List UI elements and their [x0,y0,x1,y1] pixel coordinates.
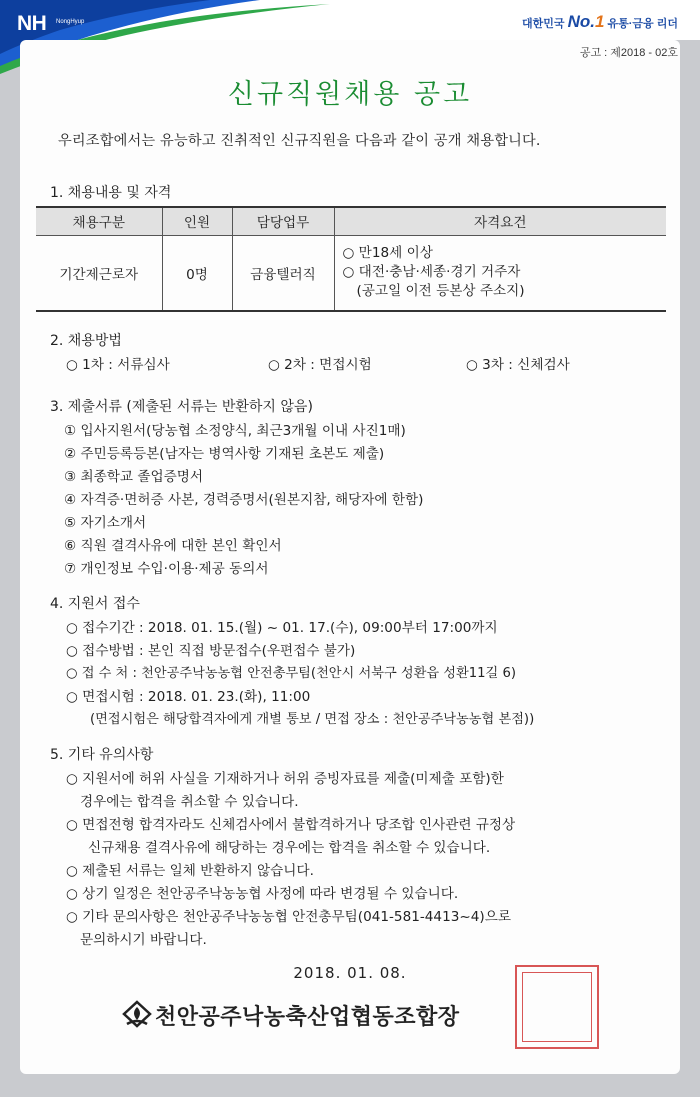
list-item: ○ 면접전형 합격자라도 신체검사에서 불합격하거나 당조합 인사관련 규정상 [66,817,516,833]
page-title: 신규직원채용 공고 [227,79,473,110]
slogan-one: 1 [594,12,605,31]
slogan-pre: 대한민국 [522,18,565,30]
list-item: ○ 접수기간 : 2018. 01. 15.(월) ~ 01. 17.(수), 09:00부터 17:00까지 [66,620,498,636]
list-item: ⑤ 자기소개서 [64,515,147,531]
qual-line: ○ 만18세 이상 [342,245,433,262]
col-header-type: 채용구분 [36,207,162,235]
list-item: ○ 지원서에 허위 사실을 기재하거나 허위 증빙자료를 제출(미제출 포함)한 [66,771,504,787]
requirements-table [36,206,666,312]
list-item: ③ 최종학교 졸업증명서 [64,469,204,485]
table-row [36,235,666,311]
section-5-heading: 5. 기타 유의사항 [50,747,154,763]
section-2-heading: 2. 채용방법 [50,333,122,349]
slogan-post: 유통·금융 리더 [607,18,678,30]
table-header-row [36,207,666,235]
nh-logo: NH [17,12,47,35]
list-item: ⑥ 직원 결격사유에 대한 본인 확인서 [64,538,282,554]
list-item: ① 입사지원서(당농협 소정양식, 최근3개월 이내 사진1매) [64,423,406,439]
col-header-duty: 담당업무 [232,207,334,235]
list-item: ○ 기타 문의사항은 천안공주낙농농협 안전총무팀(041-581-4413~4)으로 [66,909,511,925]
list-item: ○ 면접시험 : 2018. 01. 23.(화), 11:00 [66,689,311,705]
notice-date: 2018. 01. 08. [293,964,407,982]
cell-duty: 금융텔러직 [232,235,334,311]
seal-inner-border [522,972,592,1042]
qual-line: (공고일 이전 등본상 주소지) [356,283,525,300]
cell-count: 0명 [162,235,232,311]
list-item: ② 주민등록등본(남자는 병역사항 기재된 초본도 제출) [64,446,385,462]
method-step-2: ○ 2차 : 면접시험 [268,357,372,373]
list-item: ④ 자격증·면허증 사본, 경력증명서(원본지참, 해당자에 한함) [64,492,424,508]
section-1-heading: 1. 채용내용 및 자격 [50,185,172,201]
list-item: ○ 제출된 서류는 일체 반환하지 않습니다. [66,863,314,879]
list-item: ○ 접 수 처 : 천안공주낙농농협 안전총무팀(천안시 서북구 성환읍 성환11길 6) [66,666,517,681]
intro-text: 우리조합에서는 유능하고 진취적인 신규직원을 다음과 같이 공개 채용합니다. [58,133,541,149]
list-item: ○ 접수방법 : 본인 직접 방문접수(우편접수 불가) [66,643,356,659]
slogan-no: No. [567,12,595,31]
list-item: ⑦ 개인정보 수입·이용·제공 동의서 [64,561,269,577]
nh-emblem-icon [122,1000,152,1028]
nh-logo-sub: NongHyup [56,19,85,25]
list-item: (면접시험은 해당합격자에게 개별 통보 / 면접 장소 : 천안공주낙농농협 본점)) [90,712,535,727]
col-header-qualification: 자격요건 [334,207,666,235]
cell-qualification [334,235,666,311]
list-item: ○ 상기 일정은 천안공주낙농농협 사정에 따라 변경될 수 있습니다. [66,886,459,902]
list-item: 문의하시기 바랍니다. [80,932,207,948]
method-step-3: ○ 3차 : 신체검사 [466,357,570,373]
list-item: 경우에는 합격을 취소할 수 있습니다. [80,794,299,810]
section-3-heading: 3. 제출서류 (제출된 서류는 반환하지 않음) [50,399,313,415]
qual-line: ○ 대전·충남·세종·경기 거주자 [342,264,521,281]
list-item: 신규채용 결격사유에 해당하는 경우에는 합격을 취소할 수 있습니다. [88,840,491,856]
organization-name: 천안공주낙농축산업협동조합장 [155,1005,460,1030]
method-step-1: ○ 1차 : 서류심사 [66,357,170,373]
official-seal-stamp [515,965,599,1049]
cell-type: 기간제근로자 [36,235,162,311]
notice-number: 공고 : 제2018 - 02호 [579,47,678,59]
section-4-heading: 4. 지원서 접수 [50,596,140,612]
slogan [522,12,678,32]
col-header-count: 인원 [162,207,232,235]
